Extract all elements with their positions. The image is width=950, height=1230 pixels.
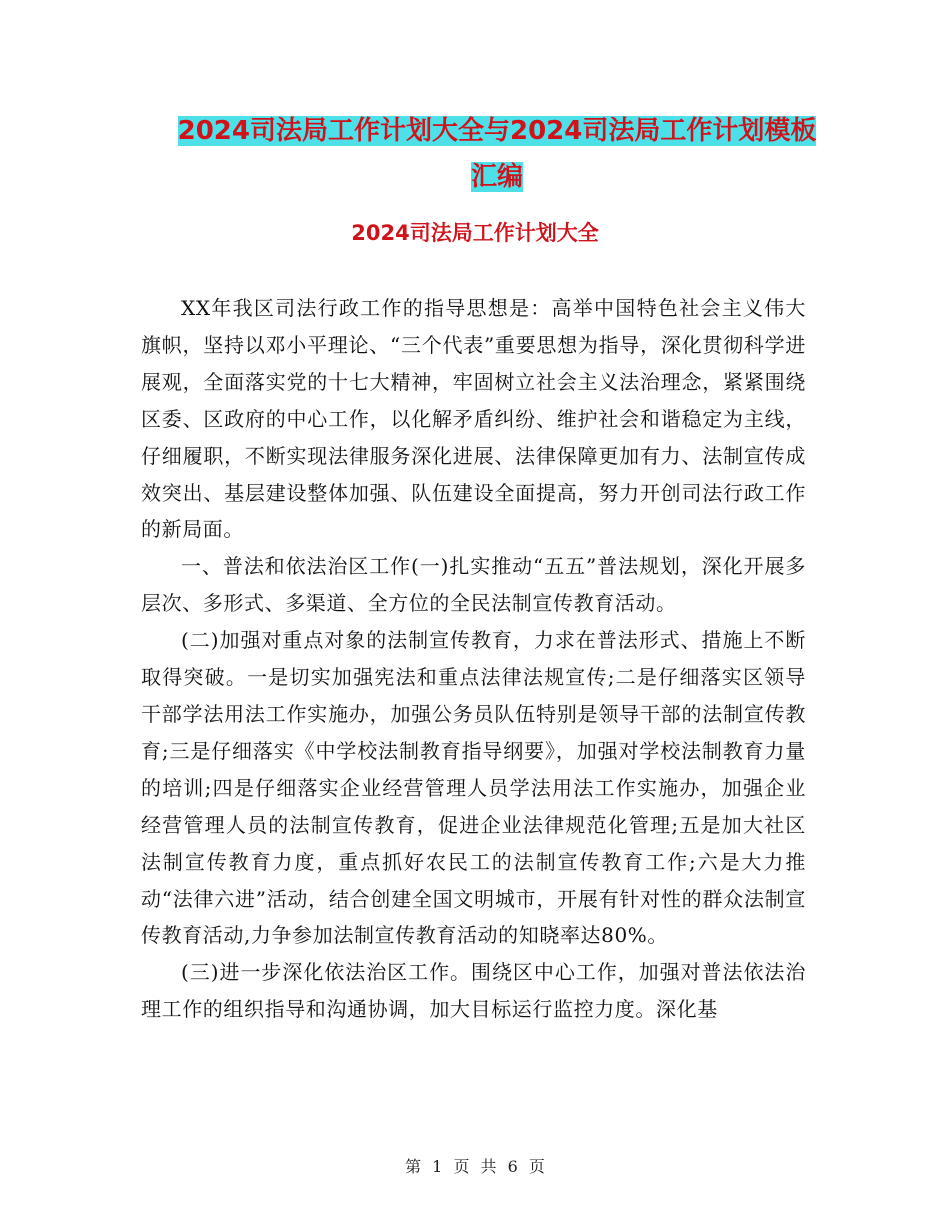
document-title [120, 108, 874, 200]
document-body [141, 290, 806, 1028]
paragraph-guiding-thought: XX年我区司法行政工作的指导思想是：高举中国特色社会主义伟大旗帜，坚持以邓小平理论、“三个代表”重要思想为指导，深化贯彻科学进展观，全面落实党的十七大精神，牢固树立社会主义法治理念，紧紧围绕区委、区政府的中心工作，以化解矛盾纠纷、维护社会和谐稳定为主线，仔细履职，不断实现法律服务深化进展、法律保障更加有力、法制宣传成效突出、基层建设整体加强、队伍建设全面提高，努力开创司法行政工作的新局面。 [141, 296, 806, 542]
section-title: 2024司法局工作计划大全 [351, 221, 599, 245]
page-number-footer: 第 1 页 共 6 页 [405, 1157, 545, 1176]
document-title-line1: 2024司法局工作计划大全与2024司法局工作计划模板 [177, 116, 817, 146]
paragraph-section-one: 一、普法和依法治区工作(一)扎实推动“五五”普法规划，深化开展多层次、多形式、多渠道、全方位的全民法制宣传教育活动。 [141, 554, 806, 616]
document-title-line2: 汇编 [470, 162, 523, 192]
paragraph-section-two: (二)加强对重点对象的法制宣传教育，力求在普法形式、措施上不断取得突破。一是切实加强宪法和重点法律法规宣传;二是仔细落实区领导干部学法用法工作实施办，加强公务员队伍特别是领导干部的法制宣传教育;三是仔细落实《中学校法制教育指导纲要》，加强对学校法制教育力量的培训;四是仔细落实企业经营管理人员学法用法工作实施办，加强企业经营管理人员的法制宣传教育，促进企业法律规范化管理;五是加大社区法制宣传教育力度，重点抓好农民工的法制宣传教育工作;六是大力推动“法律六进”活动，结合创建全国文明城市，开展有针对性的群众法制宣传教育活动,力争参加法制宣传教育活动的知晓率达80%。 [141, 628, 806, 948]
paragraph-section-three: (三)进一步深化依法治区工作。围绕区中心工作，加强对普法依法治理工作的组织指导和沟通协调，加大目标运行监控力度。深化基 [141, 960, 806, 1022]
